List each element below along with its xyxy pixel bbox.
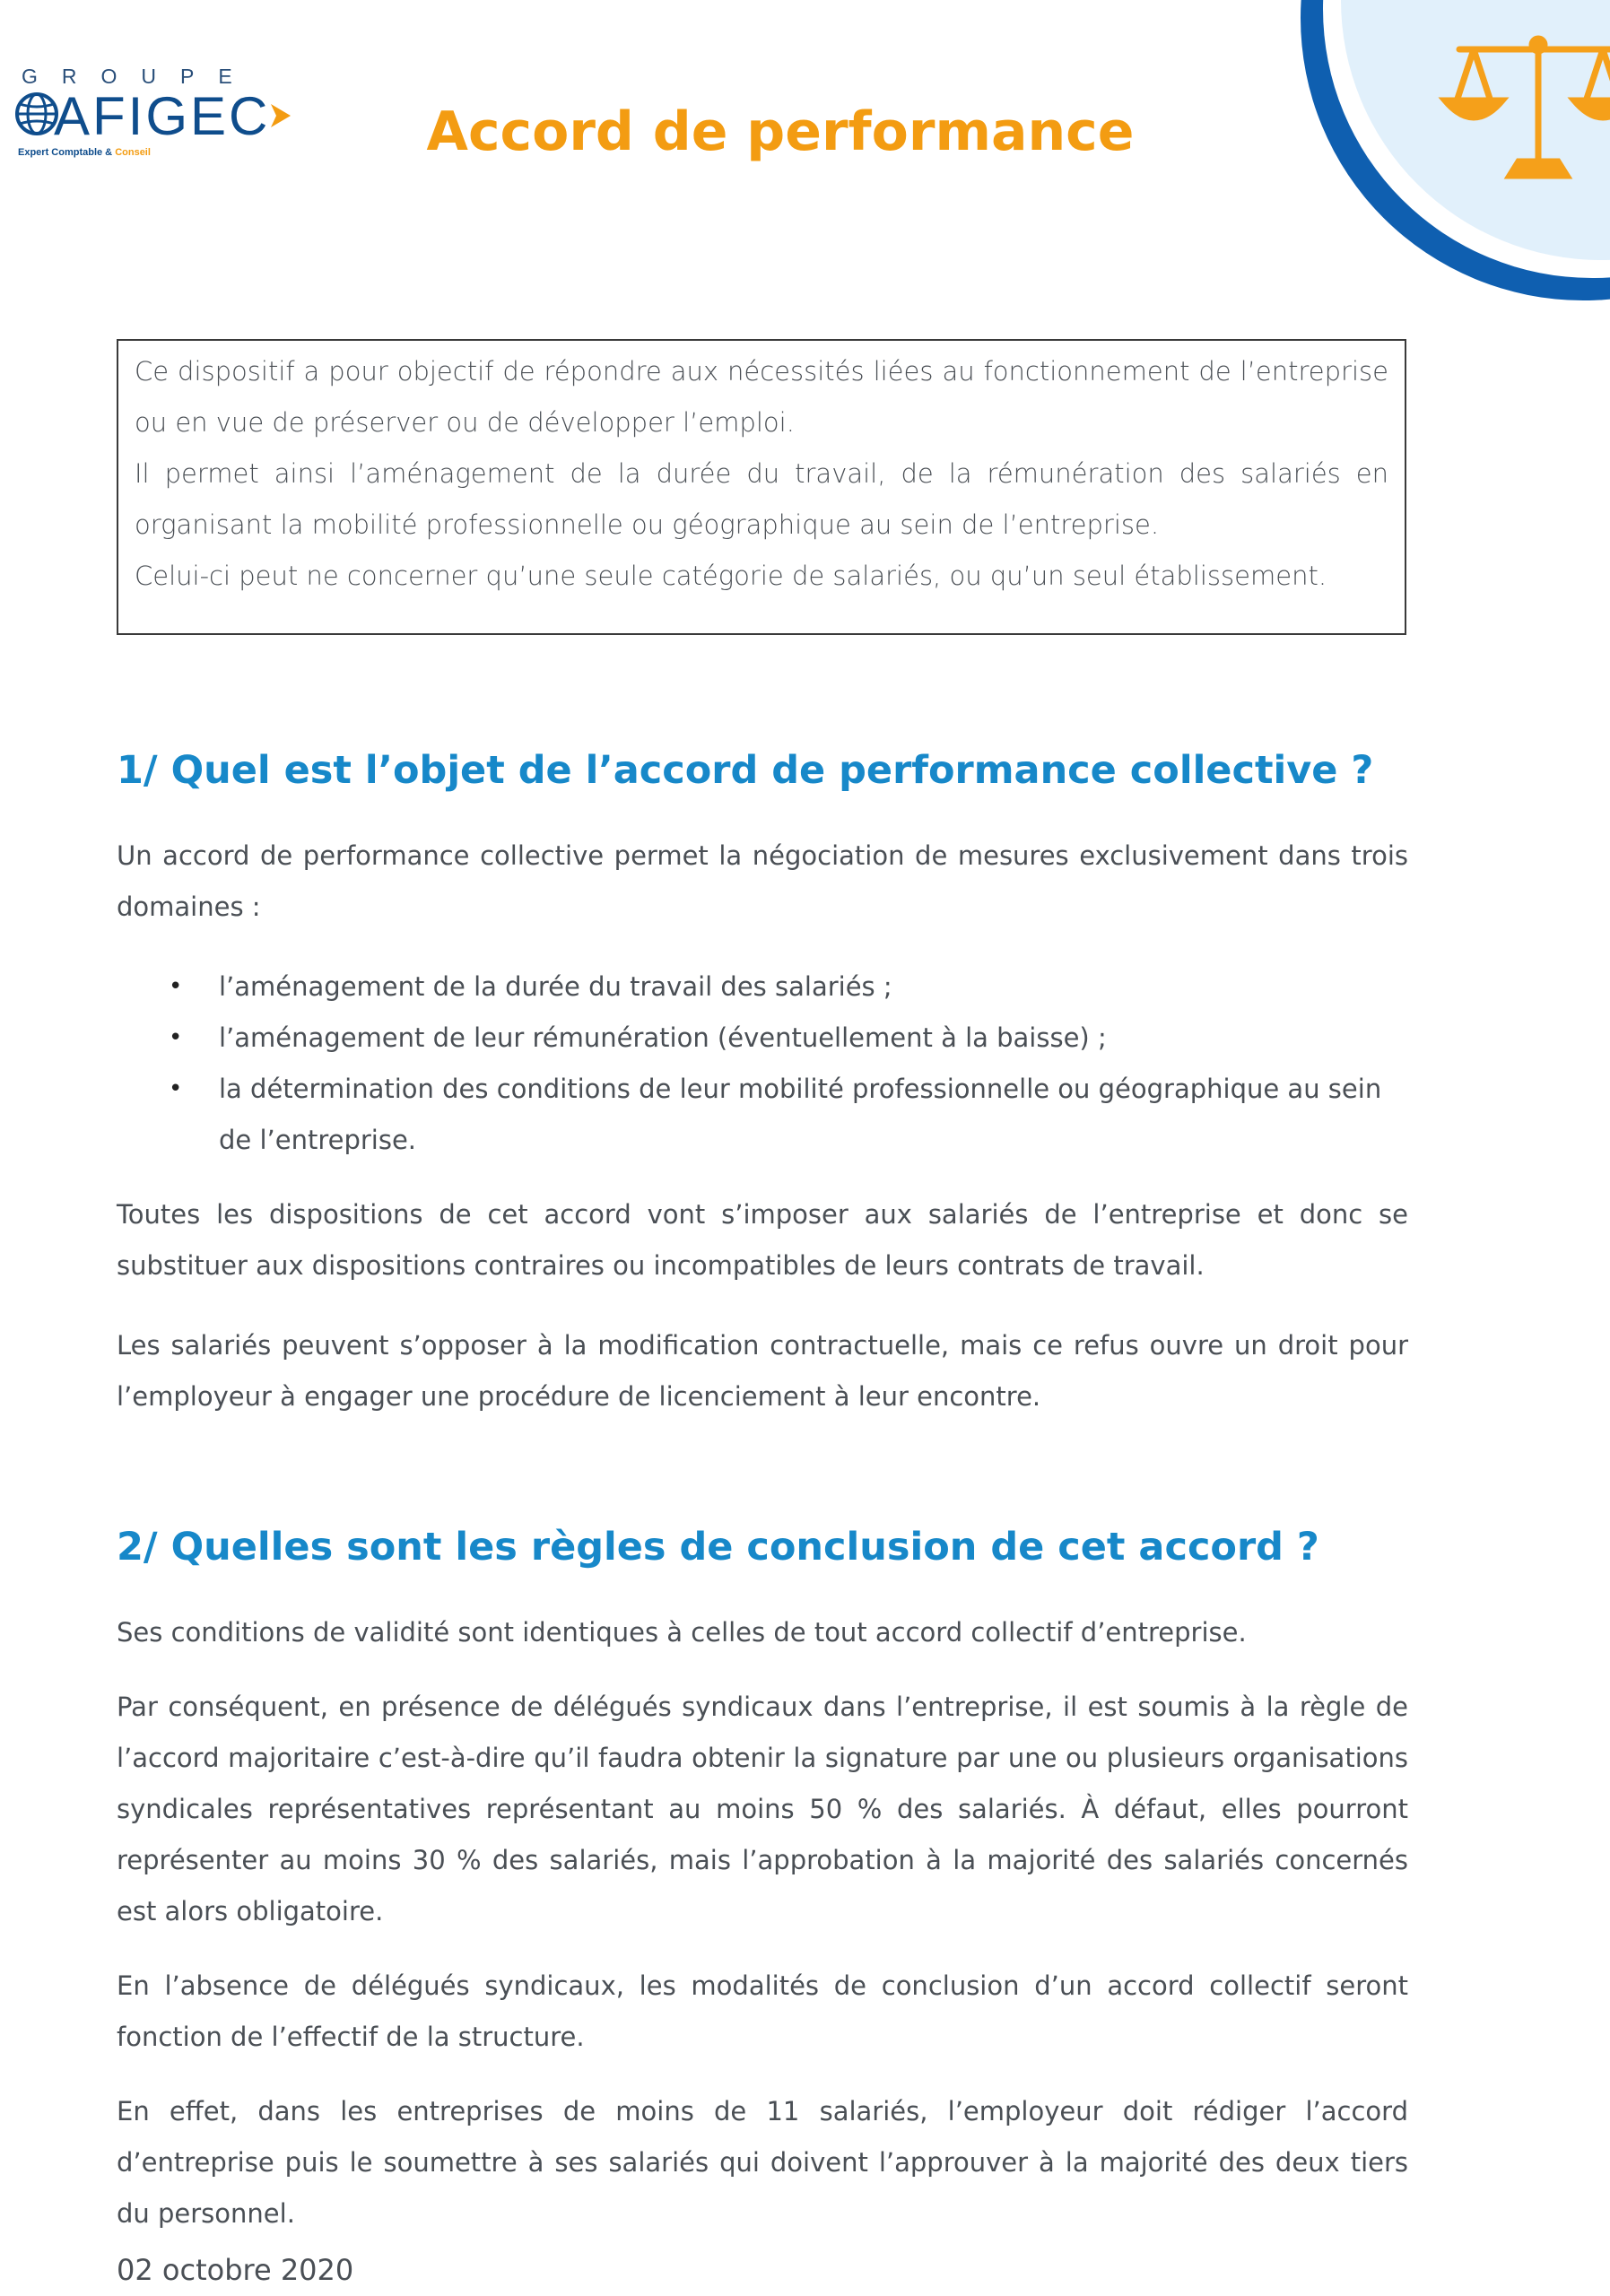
list-item bbox=[117, 961, 1408, 1013]
list-item-text: l’aménagement de leur rémunération (éventuellement à la baisse) ; bbox=[219, 1022, 1107, 1053]
list-item-text: la détermination des conditions de leur mobilité professionnelle ou géographique au sein de l’entreprise. bbox=[219, 1074, 1382, 1155]
section-1-intro: Un accord de performance collective permet la négociation de mesures exclusivement dans trois domaines : bbox=[117, 840, 1408, 922]
section-1-paragraph: Les salariés peuvent s’opposer à la modification contractuelle, mais ce refus ouvre un droit pour l’employeur à engager une procédure de licenciement à leur encontre. bbox=[117, 1330, 1408, 1412]
section-2-paragraph: En effet, dans les entreprises de moins de 11 salariés, l’employeur doit rédiger l’accord d’entreprise puis le soumettre à ses salariés qui doivent l’approuver à la majorité des deux tiers du personnel. bbox=[117, 2096, 1408, 2229]
list-item bbox=[117, 1064, 1408, 1166]
logo-groupe-text: GROUPE bbox=[22, 65, 257, 88]
section-2-heading: 2/ Quelles sont les règles de conclusion de cet accord ? bbox=[117, 1525, 1319, 1570]
logo-tagline-main: Expert Comptable & bbox=[18, 147, 116, 158]
intro-paragraph: Celui-ci peut ne concerner qu’une seule catégorie de salariés, ou qu’un seul établissement. bbox=[135, 561, 1327, 591]
list-item-text: l’aménagement de la durée du travail des salariés ; bbox=[219, 971, 892, 1002]
section-1 bbox=[117, 748, 1408, 1422]
section-1-heading: 1/ Quel est l’objet de l’accord de performance collective ? bbox=[117, 748, 1374, 793]
corner-badge bbox=[1269, 0, 1610, 341]
section-2-paragraph: En l’absence de délégués syndicaux, les modalités de conclusion d’un accord collectif seront fonction de l’effectif de la structure. bbox=[117, 1970, 1408, 2052]
section-2-paragraph: Par conséquent, en présence de délégués syndicaux dans l’entreprise, il est soumis à la règle de l’accord majoritaire c’est-à-dire qu’il faudra obtenir la signature par une ou plusieurs organisations syndicales représentatives représentant au moins 50 % des salariés. À défaut, elles pourront représenter au moins 30 % des salariés, mais l’approbation à la majorité des salariés concernés est alors obligatoire. bbox=[117, 1692, 1408, 1926]
section-1-paragraph: Toutes les dispositions de cet accord vont s’imposer aux salariés de l’entreprise et donc se substituer aux dispositions contraires ou incompatibles de leurs contrats de travail. bbox=[117, 1199, 1408, 1281]
section-2-paragraph: Ses conditions de validité sont identiques à celles de tout accord collectif d’entreprise. bbox=[117, 1617, 1247, 1648]
section-2 bbox=[117, 1525, 1408, 2239]
section-1-bullet-list bbox=[117, 961, 1408, 1166]
logo-brand-text: AFIGEC bbox=[54, 86, 271, 146]
intro-box bbox=[117, 339, 1406, 635]
footer-date: 02 octobre 2020 bbox=[117, 2253, 354, 2287]
intro-paragraph: Il permet ainsi l’aménagement de la durée du travail, de la rémunération des salariés en organisant la mobilité professionnelle ou géographique au sein de l’entreprise. bbox=[135, 458, 1388, 540]
logo-tagline-accent: Conseil bbox=[115, 147, 151, 158]
bullet-icon: • bbox=[169, 1075, 183, 1102]
list-item bbox=[117, 1013, 1408, 1064]
intro-paragraph: Ce dispositif a pour objectif de répondre aux nécessités liées au fonctionnement de l’entreprise ou en vue de préserver ou de développer l’emploi. bbox=[135, 356, 1388, 438]
bullet-icon: • bbox=[169, 1024, 183, 1051]
page-title: Accord de performance bbox=[426, 100, 1135, 163]
bullet-icon: • bbox=[169, 973, 183, 1000]
